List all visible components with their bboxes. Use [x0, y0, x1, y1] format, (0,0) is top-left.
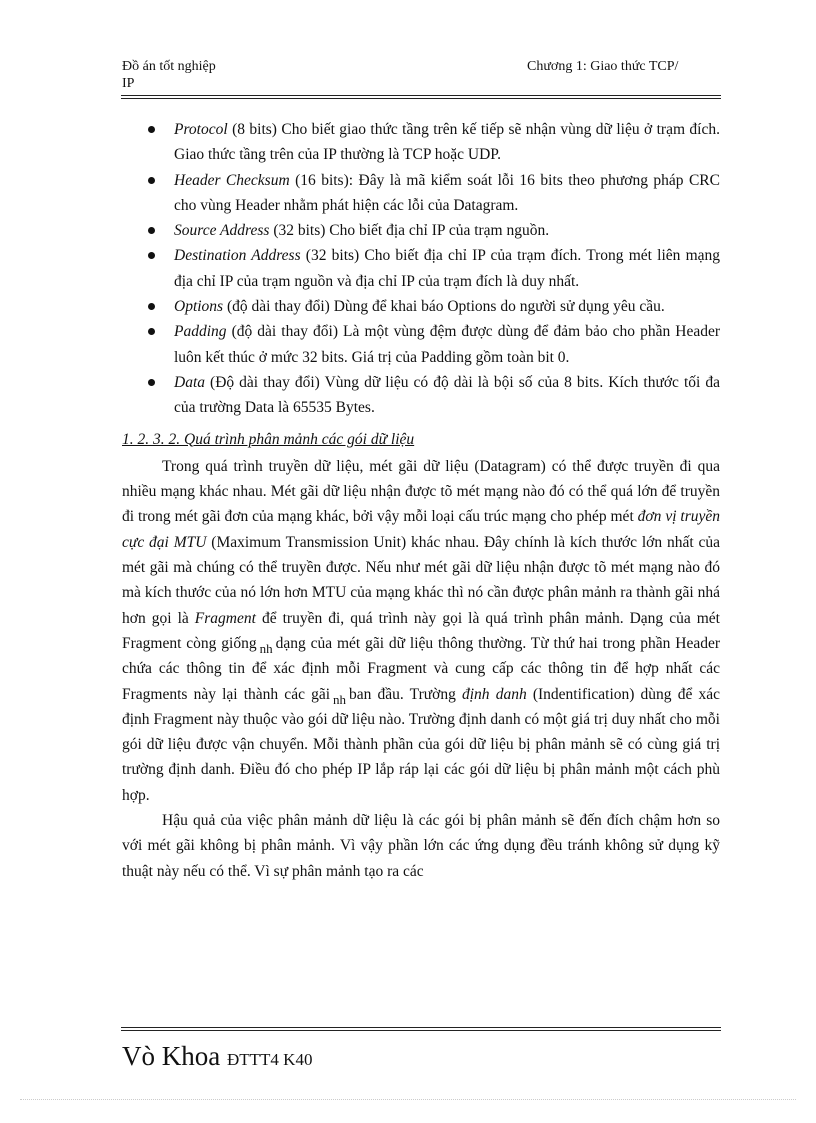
- text-run-italic: Fragment: [194, 609, 256, 627]
- paragraph-fragmentation: [122, 454, 720, 808]
- bullet-icon: [148, 177, 155, 184]
- field-description: (8 bits) Cho biết giao thức tầng trên kế tiếp sẽ nhận vùng dữ liệu ở trạm đích. Giao thức tầng trên của IP thường là TCP hoặc UDP.: [174, 121, 720, 164]
- section-heading: 1. 2. 3. 2. Quá trình phân mảnh các gói dữ liệu: [122, 430, 415, 448]
- header-rule-top: [121, 95, 721, 96]
- header-title-continued: IP: [122, 76, 135, 91]
- list-item: [122, 294, 720, 319]
- page-edge-divider: [20, 1099, 796, 1100]
- footer-rule-top: [121, 1027, 721, 1028]
- text-run: dạng của mét gãi dữ liệu thông thường. Từ thứ hai trong phần Header chứa các thông tin để xác định mỗi Fragment và cung cấp các thông tin để hợp nhất các Fragments này lại thành các gãi: [122, 634, 720, 703]
- header-title: Đồ án tốt nghiệp: [122, 59, 216, 74]
- field-term: Source Address: [174, 222, 270, 240]
- author-name: Vò Khoa: [122, 1041, 221, 1071]
- list-item: [122, 117, 720, 168]
- text-run-italic: định danh: [462, 685, 527, 703]
- field-description: (độ dài thay đổi) Dùng để khai báo Options do người sử dụng yêu cầu.: [223, 298, 665, 316]
- list-item: [122, 370, 720, 421]
- author-class: ĐTTT4 K40: [226, 1050, 313, 1069]
- text-run: ban đầu. Trường: [349, 685, 462, 703]
- field-description: (16 bits): Đây là mã kiểm soát lỗi 16 bits theo phương pháp CRC cho vùng Header nhằm phát hiện các lỗi của Datagram.: [174, 171, 720, 214]
- page-body: [122, 117, 720, 884]
- bullet-icon: [148, 227, 155, 234]
- field-term: Options: [174, 298, 224, 316]
- text-run: (Maximum Transmission Unit) khác nhau. Đây chính là kích thước lớn nhất của mét gãi mà chúng có thể truyền được. Nếu như mét gãi dữ liệu nhận được tõ mét mạng nào đó mà kích thước của nó lớn hơn MTU của mạng khác thì nó cần được phân mảnh ra thành gãi nhá hơn gọi là: [122, 533, 720, 627]
- bullet-icon: [148, 126, 155, 133]
- text-artifact: nh: [259, 640, 273, 656]
- field-description: (32 bits) Cho biết địa chỉ IP của trạm đích. Trong mét liên mạng địa chỉ IP của trạm nguồn và địa chỉ IP của trạm đích là duy nhất.: [174, 247, 721, 290]
- list-item: [122, 168, 720, 219]
- text-run: (Indentification) dùng để xác định Fragment này thuộc vào gói dữ liệu nào. Trường định danh có một giá trị duy nhất cho mỗi gói dữ liệu được vận chuyển. Mỗi thành phần của gói dữ liệu bị phân mảnh sẽ có cùng giá trị trường định danh. Điều đó cho phép IP lắp ráp lại các gói dữ liệu bị phân mảnh một cách phù hợp.: [122, 685, 720, 804]
- list-item: [122, 319, 720, 370]
- field-term: Data: [174, 373, 205, 391]
- field-description: (độ dài thay đổi) Là một vùng đệm được dùng để đảm bảo cho phần Header luôn kết thúc ở mức 32 bits. Giá trị của Padding gồm toàn bit 0.: [174, 323, 720, 366]
- header-rule-bottom: [121, 98, 721, 99]
- bullet-icon: [148, 303, 155, 310]
- field-term: Padding: [174, 323, 227, 341]
- field-description: (Độ dài thay đổi) Vùng dữ liệu có độ dài là bội số của 8 bits. Kích thước tối đa của trường Data là 65535 Bytes.: [174, 373, 720, 417]
- list-item: [122, 218, 720, 243]
- bullet-icon: [148, 252, 155, 259]
- field-list: [122, 117, 720, 421]
- text-run-italic: đơn vị truyền cực đại MTU: [122, 508, 721, 551]
- bullet-icon: [148, 328, 155, 335]
- bullet-icon: [148, 379, 155, 386]
- text-run: để truyền đi, quá trình này gọi là quá trình phân mảnh. Dạng của mét Fragment còng giống: [122, 609, 720, 652]
- field-term: Destination Address: [174, 247, 301, 265]
- footer-rule-bottom: [121, 1030, 721, 1031]
- running-header-left: [122, 58, 216, 92]
- running-header-right: Chương 1: Giao thức TCP/: [527, 59, 679, 74]
- field-term: Protocol: [174, 121, 228, 138]
- text-artifact: nh: [333, 691, 347, 707]
- field-term: Header Checksum: [174, 171, 290, 189]
- text-run: Trong quá trình truyền dữ liệu, mét gãi dữ liệu (Datagram) có thể được truyền đi qua nhiều mạng khác nhau. Mét gãi dữ liệu nhận được tõ mét mạng nào đó có thể quá lớn để truyền đi trong mét gãi đơn của mạng khác, bởi vậy mỗi loại cấu trúc mạng cho phép mét: [122, 457, 720, 526]
- paragraph-consequence: Hậu quả của việc phân mảnh dữ liệu là các gói bị phân mảnh sẽ đến đích chậm hơn so với mét gãi không bị phân mảnh. Vì vậy phần lớn các ứng dụng đều tránh không sử dụng kỹ thuật này nếu có thể. Vì sự phân mảnh tạo ra các: [122, 812, 720, 880]
- footer-author: [122, 1041, 312, 1075]
- list-item: [122, 243, 720, 294]
- field-description: (32 bits) Cho biết địa chỉ IP của trạm nguồn.: [269, 222, 550, 240]
